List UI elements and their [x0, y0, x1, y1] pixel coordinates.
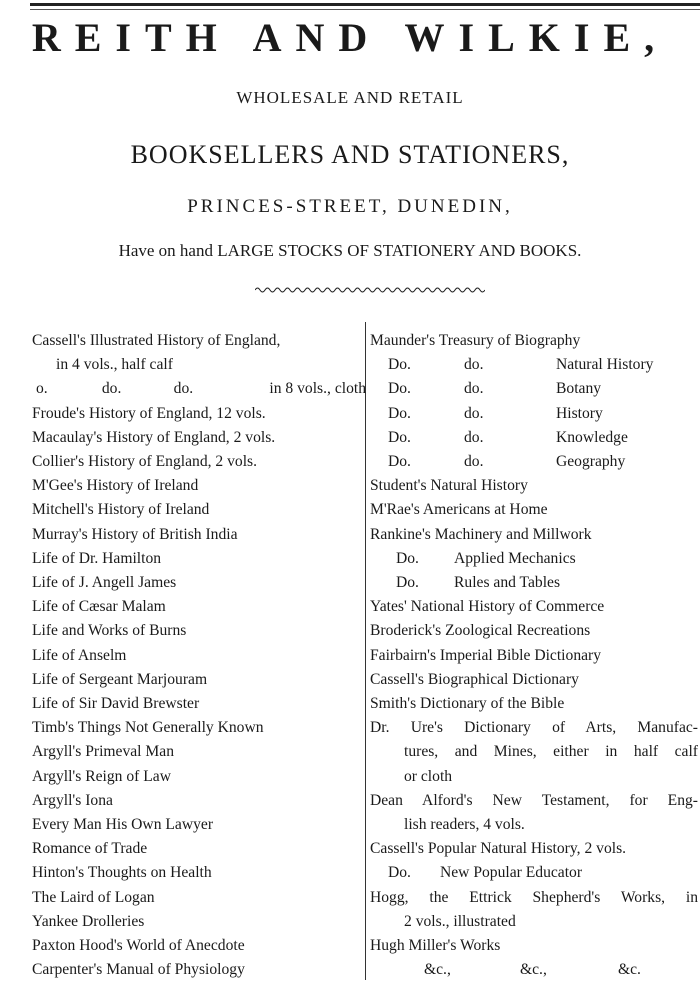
list-item-cell: Do.	[396, 549, 419, 567]
list-item	[370, 353, 698, 377]
list-item: tures, and Mines, either in half calf	[404, 743, 698, 761]
list-item: Dr. Ure's Dictionary of Arts, Manufac-	[370, 719, 698, 737]
list-item: Yates' National History of Commerce	[370, 598, 605, 616]
list-item	[370, 571, 698, 595]
list-item-cell: Applied Mechanics	[454, 549, 576, 567]
list-item	[370, 450, 698, 474]
list-item: Hogg, the Ettrick Shepherd's Works, in	[370, 888, 698, 906]
firm-name: REITH AND WILKIE,	[31, 15, 669, 60]
list-item: 2 vols., illustrated	[404, 912, 516, 930]
list-item-cell: Do.	[388, 356, 411, 374]
list-item: Life and Works of Burns	[32, 622, 187, 640]
list-item: Timb's Things Not Generally Known	[32, 719, 264, 737]
list-item-cell: Botany	[556, 380, 602, 398]
list-item-cell: Geography	[556, 453, 626, 471]
list-item: Yankee Drolleries	[32, 912, 145, 930]
list-item: Life of J. Angell James	[32, 574, 177, 592]
list-item-cell: Do.	[388, 404, 411, 422]
list-item-cell: do.	[464, 380, 484, 398]
right-column	[370, 329, 698, 982]
list-item: M'Gee's History of Ireland	[32, 477, 199, 495]
list-item: Student's Natural History	[370, 477, 528, 495]
list-item	[370, 402, 698, 426]
top-rule-thin	[30, 9, 700, 10]
list-item: Argyll's Reign of Law	[32, 767, 171, 785]
list-item: Argyll's Primeval Man	[32, 743, 174, 761]
list-item: Froude's History of England, 12 vols.	[32, 404, 266, 422]
list-item	[32, 377, 366, 401]
list-item	[370, 861, 698, 885]
list-item: The Laird of Logan	[32, 888, 155, 906]
list-item: Cassell's Biographical Dictionary	[370, 670, 579, 688]
list-item: Hinton's Thoughts on Health	[32, 864, 212, 882]
list-item-cell: Do.	[388, 380, 411, 398]
list-item: or cloth	[404, 767, 453, 785]
top-rule	[30, 3, 700, 6]
list-item: Hugh Miller's Works	[370, 937, 501, 955]
list-item-cell: do.	[464, 404, 484, 422]
list-item: Rankine's Machinery and Millwork	[370, 525, 592, 543]
list-item: Argyll's Iona	[32, 791, 113, 809]
list-item-cell: do.	[464, 428, 484, 446]
list-item-cell: do.	[173, 380, 194, 398]
list-item: Fairbairn's Imperial Bible Dictionary	[370, 646, 602, 664]
list-item-cell: Do.	[388, 453, 411, 471]
list-item: Maunder's Treasury of Biography	[370, 332, 581, 349]
list-item-cell: o.	[36, 380, 48, 398]
list-item: Life of Sir David Brewster	[32, 695, 200, 713]
list-item-cell: Do.	[388, 428, 411, 446]
list-item: Carpenter's Manual of Physiology	[32, 961, 245, 979]
list-item: Broderick's Zoological Recreations	[370, 622, 591, 640]
list-item: Murray's History of British India	[32, 525, 238, 543]
list-item-cell: &c.,	[424, 961, 451, 979]
list-item: Collier's History of England, 2 vols.	[32, 453, 258, 471]
business-line: BOOKSELLERS AND STATIONERS,	[130, 140, 570, 169]
list-item-cell: do.	[464, 453, 484, 471]
list-item: Life of Cæsar Malam	[32, 598, 166, 616]
list-item-cell: &c.	[618, 961, 641, 979]
list-item: Macaulay's History of England, 2 vols.	[32, 428, 276, 446]
list-item-cell: Rules and Tables	[454, 574, 561, 592]
list-item-cell: History	[556, 404, 603, 422]
address-line: PRINCES-STREET, DUNEDIN,	[187, 196, 513, 217]
trade-line: WHOLESALE AND RETAIL	[236, 88, 464, 107]
list-item: Life of Dr. Hamilton	[32, 549, 162, 567]
list-item	[370, 958, 698, 982]
list-item: Cassell's Popular Natural History, 2 vols.	[370, 840, 627, 858]
list-item: Cassell's Illustrated History of England,	[32, 332, 281, 349]
list-item: in 4 vols., half calf	[56, 356, 173, 374]
left-column	[32, 329, 366, 982]
list-item-cell: Knowledge	[556, 428, 628, 446]
list-item: Paxton Hood's World of Anecdote	[32, 937, 245, 955]
list-item: Every Man His Own Lawyer	[32, 816, 214, 834]
list-item	[370, 426, 698, 450]
list-item-cell: Natural History	[556, 356, 654, 374]
stock-notice: Have on hand LARGE STOCKS OF STATIONERY AND BOOKS.	[118, 241, 582, 260]
list-item-cell: New Popular Educator	[440, 864, 583, 882]
list-item-cell: do.	[464, 356, 484, 374]
list-item-cell: Do.	[396, 574, 419, 592]
list-item: Smith's Dictionary of the Bible	[370, 695, 565, 713]
list-item	[370, 547, 698, 571]
list-item-cell: in 8 vols., cloth	[269, 380, 366, 398]
list-item: Life of Sergeant Marjouram	[32, 670, 208, 688]
list-item: Dean Alford's New Testament, for Eng-	[370, 791, 698, 809]
list-item: Romance of Trade	[32, 840, 148, 858]
list-item: Mitchell's History of Ireland	[32, 501, 210, 519]
list-item-cell: &c.,	[520, 961, 547, 979]
list-item: M'Rae's Americans at Home	[370, 501, 548, 519]
list-item: lish readers, 4 vols.	[404, 816, 525, 834]
wavy-divider-ornament	[255, 285, 485, 295]
list-item-cell: do.	[101, 380, 122, 398]
list-item: Life of Anselm	[32, 646, 127, 664]
list-item-cell: Do.	[388, 864, 411, 882]
list-item	[370, 377, 698, 401]
